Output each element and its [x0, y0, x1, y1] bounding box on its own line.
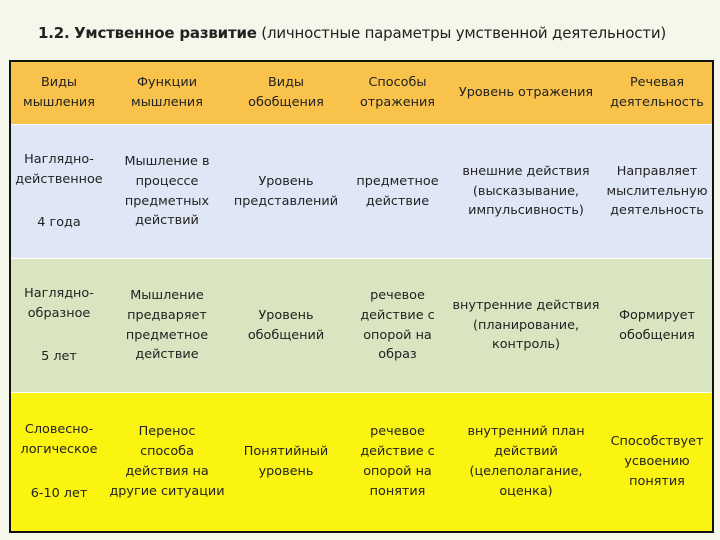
thinking-type-cell: Словесно- логическое 6-10 лет — [10, 393, 107, 533]
function-cell: Мышление предваряет предметное действие — [107, 259, 227, 393]
table-row — [10, 393, 713, 533]
thinking-development-table — [9, 60, 714, 533]
age-label: 5 лет — [41, 349, 77, 365]
thinking-type-cell: Наглядно- образное 5 лет — [10, 259, 107, 393]
generalization-cell: Уровень обобщений — [227, 259, 345, 393]
reflection-level-cell: внешние действия (высказывание, импульсивность) — [450, 125, 602, 259]
header-cell-speech-activity: Речевая деятельность — [602, 61, 713, 125]
speech-activity-cell: Направляет мыслительную деятельность — [602, 125, 713, 259]
title-rest: (личностные параметры умственной деятельности) — [256, 24, 667, 42]
function-cell: Мышление в процессе предметных действий — [107, 125, 227, 259]
header-cell-generalization-types: Виды обобщения — [227, 61, 345, 125]
title-bold: Умственное развитие — [74, 24, 257, 42]
header-cell-reflection-level: Уровень отражения — [450, 61, 602, 125]
generalization-cell: Уровень представлений — [227, 125, 345, 259]
title-number: 1.2. — [38, 24, 70, 42]
function-cell: Перенос способа действия на другие ситуации — [107, 393, 227, 533]
reflection-method-cell: предметное действие — [345, 125, 450, 259]
age-label: 4 года — [37, 215, 81, 231]
reflection-level-cell: внутренний план действий (целеполагание, оценка) — [450, 393, 602, 533]
generalization-cell: Понятийный уровень — [227, 393, 345, 533]
table-row — [10, 125, 713, 259]
reflection-method-cell: речевое действие с опорой на понятия — [345, 393, 450, 533]
table-row — [10, 259, 713, 393]
age-label: 6-10 лет — [30, 485, 88, 501]
header-cell-thinking-functions: Функции мышления — [107, 61, 227, 125]
reflection-method-cell: речевое действие с опорой на образ — [345, 259, 450, 393]
page-title — [38, 24, 666, 42]
header-cell-thinking-types: Виды мышления — [10, 61, 107, 125]
speech-activity-cell: Формирует обобщения — [602, 259, 713, 393]
speech-activity-cell: Способствует усвоению понятия — [602, 393, 713, 533]
table-header-row — [10, 61, 713, 125]
header-cell-reflection-methods: Способы отражения — [345, 61, 450, 125]
reflection-level-cell: внутренние действия (планирование, контроль) — [450, 259, 602, 393]
thinking-type-cell: Наглядно- действенное 4 года — [10, 125, 107, 259]
